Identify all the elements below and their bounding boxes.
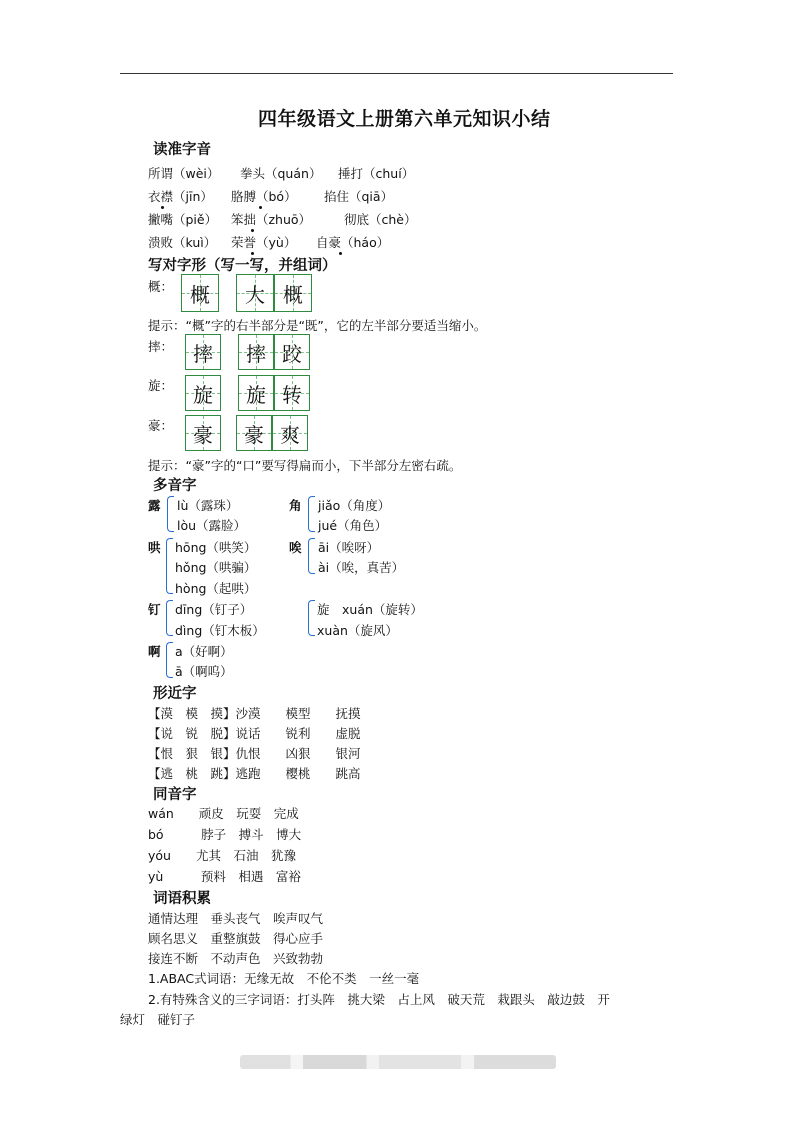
similar-row: 【说 锐 脱】说话 锐利 虚脱: [148, 726, 361, 741]
polyphone-char: 啊: [148, 644, 161, 659]
writing-grid-cell: 旋: [185, 375, 221, 411]
vocab-row: 接连不断 不动声色 兴致勃勃: [148, 951, 324, 966]
writing-label: 摔：: [148, 339, 174, 354]
vocab-row: 2.有特殊含义的三字词语：打头阵 挑大梁 占上风 破天荒 栽跟头 敲边鼓 开: [148, 992, 610, 1007]
homophone-row: yóu 尤其 石油 犹豫: [148, 848, 296, 863]
writing-tip: 提示：“豪”字的“口”要写得扁而小，下半部分左密右疏。: [148, 458, 462, 473]
polyphone-reading: jiǎo（角度）: [318, 498, 391, 513]
top-rule: [120, 73, 673, 74]
brace-icon: [166, 538, 173, 594]
writing-grid-cell: 旋: [238, 375, 274, 411]
section-polyphones: 多音字: [153, 478, 197, 494]
writing-grid-cell: 摔: [238, 334, 274, 370]
pron-item: 捶打（chuí）: [338, 166, 415, 181]
polyphone-reading: dìng（钉木板）: [175, 623, 265, 638]
blurred-footer: [240, 1055, 556, 1069]
vocab-row: 1.ABAC式词语：无缘无故 不伦不类 一丝一毫: [148, 971, 420, 986]
polyphone-reading: hòng（起哄）: [175, 581, 257, 596]
page-title: 四年级语文上册第六单元知识小结: [258, 108, 551, 130]
polyphone-char: 角: [289, 498, 302, 513]
emphasis-dot: [339, 252, 342, 255]
emphasis-dot: [259, 206, 262, 209]
homophone-row: bó 脖子 搏斗 博大: [148, 827, 302, 842]
writing-grid-cell: 概: [181, 274, 219, 312]
writing-label: 旋：: [148, 378, 174, 393]
homophone-row: wán 顽皮 玩耍 完成: [148, 806, 299, 821]
writing-grid-cell: 豪: [236, 415, 272, 451]
pron-item: 笨拙（zhuō）: [231, 212, 312, 227]
emphasis-dot: [251, 229, 254, 232]
pron-item: 掐住（qiā）: [324, 189, 394, 204]
polyphone-reading: dīng（钉子）: [175, 602, 253, 617]
brace-icon: [166, 600, 173, 636]
polyphone-char: 钉: [148, 602, 161, 617]
writing-tip: 提示：“概”字的右半部分是“既”，它的左半部分要适当缩小。: [148, 318, 487, 333]
polyphone-reading: āi（唉呀）: [318, 540, 380, 555]
brace-icon: [308, 538, 315, 574]
writing-grid-cell: 豪: [185, 415, 221, 451]
polyphone-reading: ài（唉，真苦）: [318, 560, 405, 575]
section-vocabulary: 词语积累: [153, 891, 211, 907]
pron-item: 撇嘴（piě）: [148, 212, 218, 227]
brace-icon: [308, 600, 315, 636]
pron-item: 荣誉（yù）: [231, 235, 297, 250]
writing-grid-cell: 大: [236, 274, 274, 312]
similar-row: 【恨 狠 银】仇恨 凶狠 银河: [148, 746, 361, 761]
polyphone-reading: a（好啊）: [175, 644, 233, 659]
pron-item: 彻底（chè）: [344, 212, 417, 227]
brace-icon: [166, 642, 173, 678]
emphasis-dot: [161, 206, 164, 209]
section-similar: 形近字: [153, 686, 197, 702]
polyphone-reading: xuàn（旋风）: [317, 623, 398, 638]
similar-row: 【漠 模 摸】沙漠 模型 抚摸: [148, 706, 361, 721]
vocab-row: 绿灯 碰钉子: [120, 1012, 196, 1027]
polyphone-reading: lòu（露脸）: [177, 518, 247, 533]
section-pronunciation: 读准字音: [153, 142, 211, 158]
homophone-row: yù 预料 相遇 富裕: [148, 869, 301, 884]
polyphone-reading: 旋 xuán（旋转）: [317, 602, 423, 617]
writing-grid-cell: 摔: [185, 334, 221, 370]
writing-grid-cell: 爽: [272, 415, 308, 451]
pron-item: 拳头（quán）: [240, 166, 322, 181]
pron-item: 溃败（kuì）: [148, 235, 217, 250]
pron-item: 衣襟（jīn）: [148, 189, 213, 204]
writing-label: 豪：: [148, 418, 174, 433]
polyphone-reading: lù（露珠）: [177, 498, 239, 513]
polyphone-reading: hǒng（哄骗）: [175, 560, 257, 575]
polyphone-char: 唉: [289, 540, 302, 555]
writing-label: 概：: [148, 279, 174, 294]
polyphone-reading: hōng（哄笑）: [175, 540, 257, 555]
polyphone-reading: jué（角色）: [318, 518, 388, 533]
section-homophones: 同音字: [153, 787, 197, 803]
writing-grid-cell: 转: [274, 375, 310, 411]
pron-item: 自豪（háo）: [316, 235, 390, 250]
section-writing: 写对字形（写一写，并组词）: [148, 258, 337, 274]
similar-row: 【逃 桃 跳】逃跑 樱桃 跳高: [148, 766, 361, 781]
polyphone-reading: ā（啊呜）: [175, 664, 233, 679]
vocab-row: 顾名思义 重整旗鼓 得心应手: [148, 931, 324, 946]
vocab-row: 通情达理 垂头丧气 唉声叹气: [148, 911, 324, 926]
pron-item: 所谓（wèi）: [148, 166, 220, 181]
brace-icon: [308, 496, 315, 532]
brace-icon: [167, 496, 174, 532]
polyphone-char: 哄: [148, 540, 161, 555]
writing-grid-cell: 跤: [274, 334, 310, 370]
pron-item: 胳膊（bó）: [231, 189, 297, 204]
polyphone-char: 露: [148, 498, 161, 513]
writing-grid-cell: 概: [274, 274, 312, 312]
